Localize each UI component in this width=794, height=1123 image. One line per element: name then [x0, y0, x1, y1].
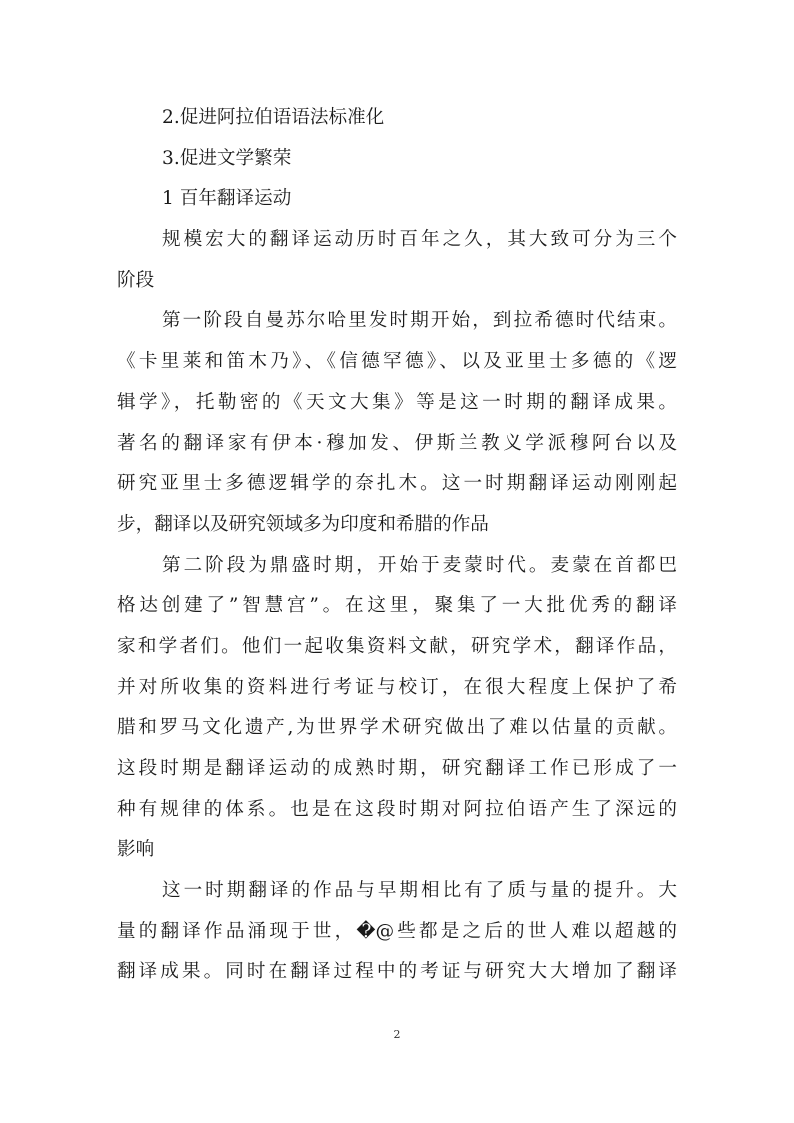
text-line: 这一时期翻译的作品与早期相比有了质与量的提升。大 — [162, 880, 677, 902]
text-line: 阶段 — [117, 269, 155, 291]
text-line: 1 百年翻译运动 — [162, 188, 292, 210]
text-line: 《卡里莱和笛木乃》、《信德罕德》、以及亚里士多德的《逻 — [117, 351, 677, 373]
text-line: 种有规律的体系。也是在这段时期对阿拉伯语产生了深远的 — [117, 798, 677, 820]
text-line: 步，翻译以及研究领域多为印度和希腊的作品 — [117, 513, 489, 535]
text-line: 家和学者们。他们一起收集资料文献，研究学术，翻译作品， — [117, 635, 677, 657]
text-line: 这段时期是翻译运动的成熟时期，研究翻译工作已形成了一 — [117, 758, 677, 779]
text-line: 格达创建了”智慧宫”。在这里，聚集了一大批优秀的翻译 — [117, 595, 677, 617]
text-line: 3.促进文学繁荣 — [162, 147, 292, 169]
page-number: 2 — [393, 1028, 401, 1041]
text-line: 量的翻译作品涌现于世，�@些都是之后的世人难以超越的 — [117, 920, 677, 942]
text-line: 影响 — [117, 839, 155, 861]
text-line: 研究亚里士多德逻辑学的奈扎木。这一时期翻译运动刚刚起 — [117, 473, 677, 495]
text-line: 第一阶段自曼苏尔哈里发时期开始，到拉希德时代结束。 — [162, 310, 677, 332]
text-line: 并对所收集的资料进行考证与校订，在很大程度上保护了希 — [117, 676, 677, 698]
text-line: 第二阶段为鼎盛时期，开始于麦蒙时代。麦蒙在首都巴 — [162, 554, 677, 576]
document-body — [117, 98, 677, 993]
text-line: 辑学》，托勒密的《天文大集》等是这一时期的翻译成果。 — [117, 391, 677, 413]
text-line: 规模宏大的翻译运动历时百年之久，其大致可分为三个 — [162, 229, 677, 251]
text-line: 翻译成果。同时在翻译过程中的考证与研究大大增加了翻译 — [117, 961, 677, 983]
text-line: 2.促进阿拉伯语语法标准化 — [162, 107, 385, 128]
text-line: 著名的翻译家有伊本·穆加发、伊斯兰教义学派穆阿台以及 — [117, 432, 677, 454]
text-line: 腊和罗马文化遗产,为世界学术研究做出了难以估量的贡献。 — [117, 717, 677, 739]
